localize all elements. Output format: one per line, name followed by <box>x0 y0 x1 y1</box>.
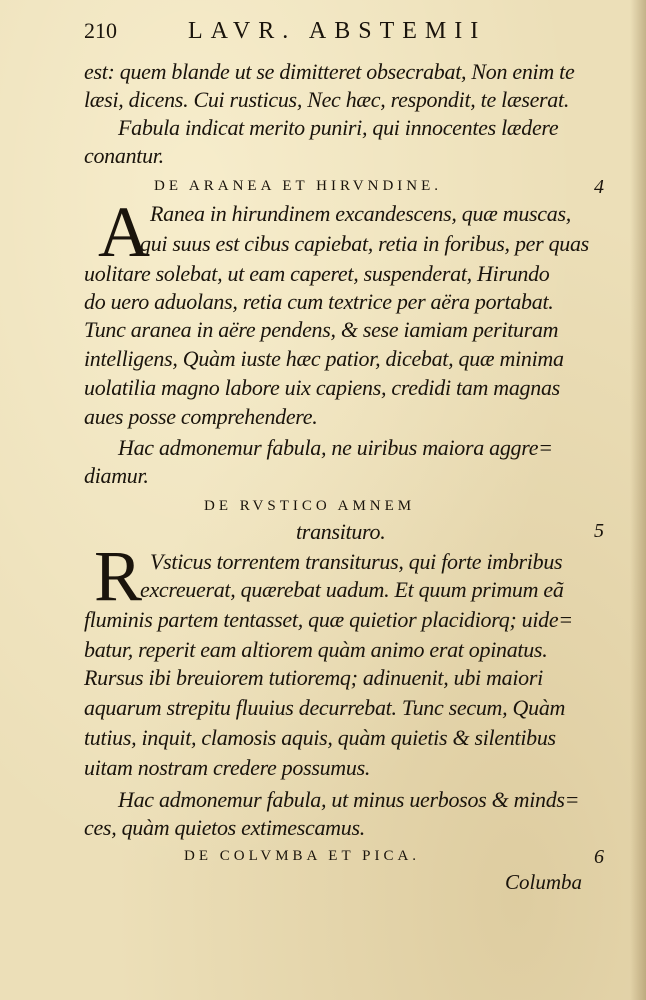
fable-number-row <box>84 522 604 546</box>
text-line: fluminis partem tentasset, quæ quietior placidiorq; uide= <box>84 607 573 632</box>
text-line: læsi, dicens. Cui rusticus, Nec hæc, respondit, te læserat. <box>84 87 570 112</box>
page-number: 210 <box>84 18 117 43</box>
running-title: LAVR. ABSTEMII <box>188 18 487 44</box>
text-line: uitam nostram credere possumus. <box>84 755 371 780</box>
moral-line: diamur. <box>84 463 149 488</box>
fable-title: DE RVSTICO AMNEM <box>204 498 416 514</box>
drop-cap: A <box>98 192 150 272</box>
moral-line: conantur. <box>84 143 164 168</box>
moral-line: Hac admonemur fabula, ne uiribus maiora aggre= <box>118 435 553 460</box>
text-line: aues posse comprehendere. <box>84 404 318 429</box>
moral-line: ces, quàm quietos extimescamus. <box>84 815 365 840</box>
text-line: Ranea in hirundinem excandescens, quæ muscas, <box>150 201 571 226</box>
text-line: est: quem blande ut se dimitteret obsecrabat, Non enim te <box>84 59 575 84</box>
text-line: uolitare solebat, ut eam caperet, suspenderat, Hirundo <box>84 261 550 286</box>
fable-number: 5 <box>594 520 604 542</box>
text-line: do uero aduolans, retia cum textrice per aëra portabat. <box>84 289 554 314</box>
fable-heading <box>84 178 604 202</box>
fable-title: DE COLVMBA ET PICA. <box>184 848 421 864</box>
text-line: excreuerat, quærebat uadum. Et quum primum eã <box>140 577 564 602</box>
text-line: uolatilia magno labore uix capiens, credidi tam magnas <box>84 375 560 400</box>
moral-line: Fabula indicat merito puniri, qui innocentes lædere <box>118 115 559 140</box>
fable-title-cont: transituro. <box>296 519 386 544</box>
text-line: aquarum strepitu fluuius decurrebat. Tunc secum, Quàm <box>84 695 566 720</box>
moral-line: Hac admonemur fabula, ut minus uerbosos & minds= <box>118 787 580 812</box>
fable-title: DE ARANEA ET HIRVNDINE. <box>154 178 443 194</box>
text-line: tutius, inquit, clamosis aquis, quàm quietis & silentibus <box>84 725 556 750</box>
text-line: batur, reperit eam altiorem quàm animo erat opinatus. <box>84 637 548 662</box>
page-edge-shadow <box>630 0 646 1000</box>
fable-heading <box>84 848 604 872</box>
fable-number: 6 <box>594 846 604 868</box>
text-line: intelligens, Quàm iuste hæc patior, dicebat, quæ minima <box>84 346 564 371</box>
text-line: Vsticus torrentem transiturus, qui forte imbribus <box>150 549 563 574</box>
text-line: Rursus ibi breuiorem tutioremq; adinuenit, ubi maiori <box>84 665 543 690</box>
text-line: Tunc aranea in aëre pendens, & sese iamiam perituram <box>84 317 559 342</box>
fable-number: 4 <box>594 176 604 198</box>
text-line: qui suus est cibus capiebat, retia in foribus, per quas <box>140 231 589 256</box>
catchword: Columba <box>505 870 583 894</box>
running-header <box>84 18 604 52</box>
drop-cap: R <box>94 536 143 616</box>
